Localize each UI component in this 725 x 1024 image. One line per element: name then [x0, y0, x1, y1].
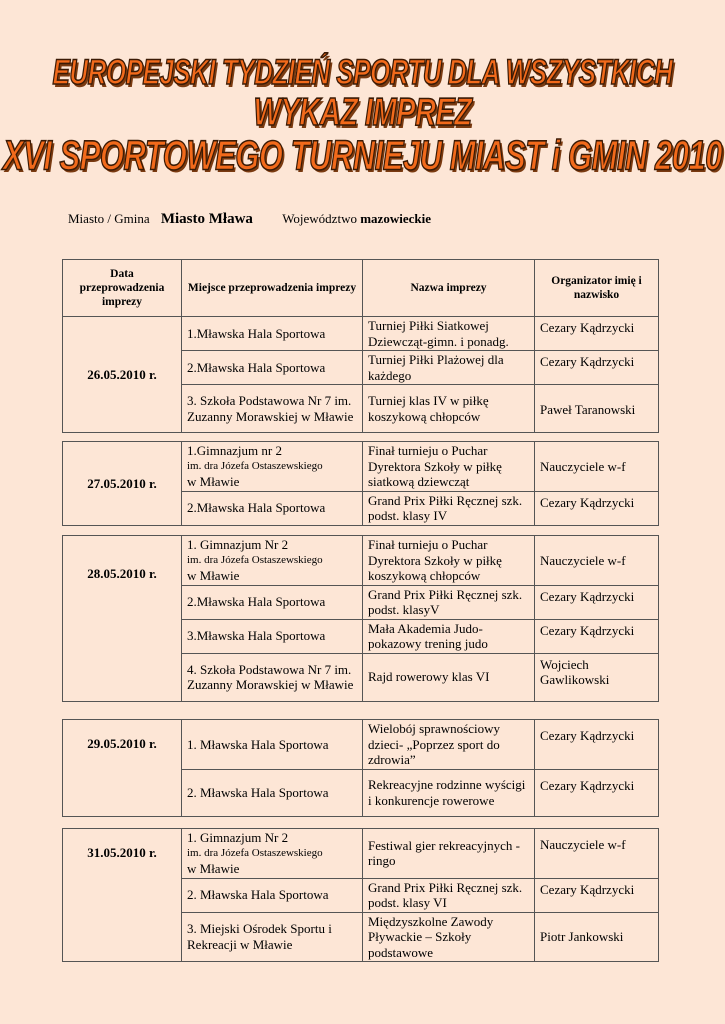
event-date: 28.05.2010 r. [63, 536, 182, 702]
day-table-26-05 [62, 316, 659, 433]
place-patron: im. dra Józefa Ostaszewskiego [187, 459, 323, 472]
header-date: Data przeprowadzenia imprezy [63, 260, 182, 317]
event-date: 27.05.2010 r. [63, 442, 182, 526]
event-date: 26.05.2010 r. [63, 317, 182, 433]
document-title [0, 52, 725, 178]
event-place: 2.Mławska Hala Sportowa [182, 585, 363, 619]
day-table-31-05 [62, 828, 659, 962]
event-date: 31.05.2010 r. [63, 829, 182, 962]
event-place: 1.Mławska Hala Sportowa [182, 317, 363, 351]
table-row [63, 829, 659, 879]
event-name: Festiwal gier rekreacyjnych - ringo [363, 829, 535, 879]
event-place: 2.Mławska Hala Sportowa [182, 491, 363, 525]
event-organizer: Cezary Kądrzycki [535, 878, 659, 912]
event-place: 3. Miejski Ośrodek Sportu i Rekreacji w Mławie [182, 912, 363, 962]
location-info [68, 211, 431, 228]
table-row [63, 536, 659, 586]
place-name: 1.Gimnazjum nr 2 [187, 443, 282, 458]
place-name: 1. Gimnazjum Nr 2 [187, 830, 289, 845]
title-line-3: XVI SPORTOWEGO TURNIEJU MIAST i GMIN 2010 [2, 131, 723, 179]
title-line-2: WYKAZ IMPREZ [253, 91, 472, 135]
city-label: Miasto / Gmina [68, 211, 150, 226]
event-place: 2. Mławska Hala Sportowa [182, 769, 363, 816]
voivodeship-label: Województwo [282, 211, 357, 226]
event-organizer: Cezary Kądrzycki [535, 585, 659, 619]
event-name: Turniej Piłki Siatkowej Dziewcząt-gimn. i ponadg. [363, 317, 535, 351]
header-organizer: Organizator imię i nazwisko [535, 260, 659, 317]
event-place [182, 829, 363, 879]
event-organizer: Nauczyciele w-f [535, 829, 659, 879]
event-name: Mała Akademia Judo- pokazowy trening judo [363, 619, 535, 653]
place-town: w Mławie [187, 568, 240, 583]
event-organizer: Cezary Kądrzycki [535, 619, 659, 653]
event-place: 2.Mławska Hala Sportowa [182, 351, 363, 385]
event-organizer: Cezary Kądrzycki [535, 491, 659, 525]
header-row [63, 260, 659, 317]
event-name: Grand Prix Piłki Ręcznej szk. podst. klasyV [363, 585, 535, 619]
event-place [182, 536, 363, 586]
voivodeship-value: mazowieckie [360, 211, 431, 226]
event-name: Grand Prix Piłki Ręcznej szk. podst. klasy IV [363, 491, 535, 525]
table-row [63, 720, 659, 770]
event-organizer: Piotr Jankowski [535, 912, 659, 962]
event-organizer: Paweł Taranowski [535, 385, 659, 433]
event-name: Turniej Piłki Plażowej dla każdego [363, 351, 535, 385]
event-name: Turniej klas IV w piłkę koszykową chłopców [363, 385, 535, 433]
event-organizer: Wojciech Gawlikowski [535, 653, 659, 701]
header-event: Nazwa imprezy [363, 260, 535, 317]
header-place: Miejsce przeprowadzenia imprezy [182, 260, 363, 317]
place-town: w Mławie [187, 474, 240, 489]
event-organizer: Nauczyciele w-f [535, 536, 659, 586]
day-table-28-05 [62, 535, 659, 702]
events-header-table [62, 259, 659, 317]
event-name: Finał turnieju o Puchar Dyrektora Szkoły w piłkę koszykową chłopców [363, 536, 535, 586]
event-organizer: Cezary Kądrzycki [535, 720, 659, 770]
place-patron: im. dra Józefa Ostaszewskiego [187, 846, 323, 859]
event-organizer: Cezary Kądrzycki [535, 351, 659, 385]
event-name: Międzyszkolne Zawody Pływackie – Szkoły podstawowe [363, 912, 535, 962]
event-organizer: Cezary Kądrzycki [535, 317, 659, 351]
event-place: 1. Mławska Hala Sportowa [182, 720, 363, 770]
table-row [63, 442, 659, 492]
event-name: Wielobój sprawnościowy dzieci- „Poprzez sport do zdrowia” [363, 720, 535, 770]
day-table-29-05 [62, 719, 659, 817]
event-place: 3. Szkoła Podstawowa Nr 7 im. Zuzanny Morawskiej w Mławie [182, 385, 363, 433]
place-patron: im. dra Józefa Ostaszewskiego [187, 553, 323, 566]
title-line-1: EUROPEJSKI TYDZIEŃ SPORTU DLA WSZYSTKICH [52, 51, 673, 93]
day-table-27-05 [62, 441, 659, 526]
event-place: 4. Szkoła Podstawowa Nr 7 im. Zuzanny Morawskiej w Mławie [182, 653, 363, 701]
place-name: 1. Gimnazjum Nr 2 [187, 537, 289, 552]
event-name: Rekreacyjne rodzinne wyścigi i konkurencje rowerowe [363, 769, 535, 816]
event-place: 3.Mławska Hala Sportowa [182, 619, 363, 653]
event-date: 29.05.2010 r. [63, 720, 182, 817]
table-row [63, 317, 659, 351]
event-organizer: Cezary Kądrzycki [535, 769, 659, 816]
city-value: Miasto Mława [160, 211, 253, 227]
event-organizer: Nauczyciele w-f [535, 442, 659, 492]
event-place [182, 442, 363, 492]
event-name: Rajd rowerowy klas VI [363, 653, 535, 701]
event-name: Grand Prix Piłki Ręcznej szk. podst. klasy VI [363, 878, 535, 912]
place-town: w Mławie [187, 861, 240, 876]
event-name: Finał turnieju o Puchar Dyrektora Szkoły w piłkę siatkową dziewcząt [363, 442, 535, 492]
event-place: 2. Mławska Hala Sportowa [182, 878, 363, 912]
